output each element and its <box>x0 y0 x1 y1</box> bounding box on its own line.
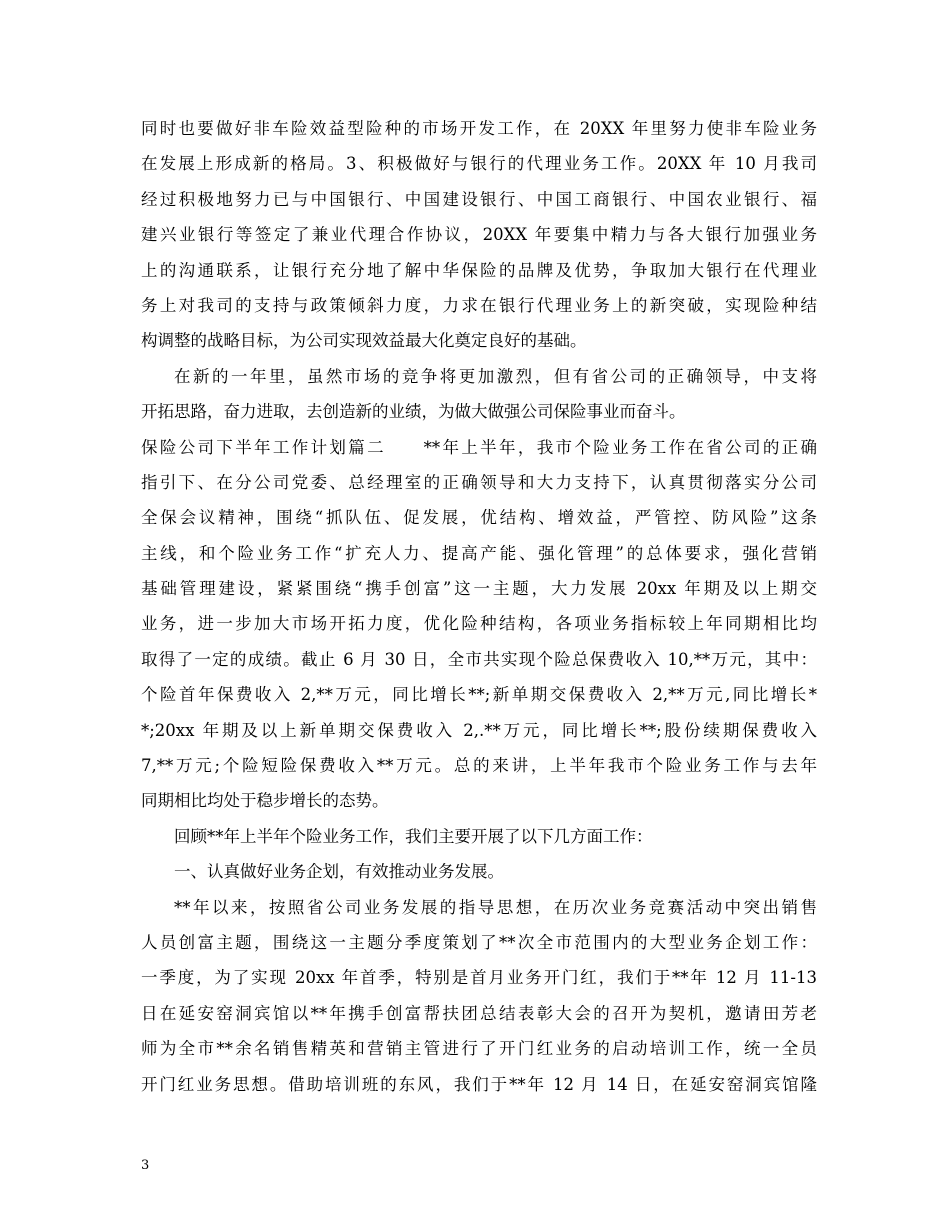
text-line: 全保会议精神，围绕“抓队伍、促发展，优结构、增效益，严管控、防风险”这条 <box>141 508 817 528</box>
text-line: 日在延安窑洞宾馆以**年携手创富帮扶团总结表彰大会的召开为契机，邀请田芳老 <box>141 1003 817 1023</box>
text-line: 上的沟通联系，让银行充分地了解中华保险的品牌及优势，争取加大银行在代理业 <box>141 260 817 280</box>
text-line: 建兴业银行等签定了兼业代理合作协议，20XX 年要集中精力与各大银行加强业务 <box>141 225 817 245</box>
text-line: 基础管理建设，紧紧围绕“携手创富”这一主题，大力发展 20xx 年期及以上期交 <box>141 579 817 599</box>
text-line: **年以来，按照省公司业务发展的指导思想，在历次业务竞赛活动中突出销售 <box>174 897 817 917</box>
text-line: 务上对我司的支持与政策倾斜力度，力求在银行代理业务上的新突破，实现险种结 <box>141 295 817 315</box>
text-line: 7,**万元;个险短险保费收入**万元。总的来讲，上半年我市个险业务工作与去年 <box>141 756 817 776</box>
text-line: 开门红业务思想。借助培训班的东风，我们于**年 12 月 14 日，在延安窑洞宾馆隆 <box>141 1074 817 1094</box>
text-line: 同期相比均处于稳步增长的态势。 <box>141 791 389 811</box>
document-body <box>141 111 817 1102</box>
text-line: 师为全市**余名销售精英和营销主管进行了开门红业务的启动培训工作，统一全员 <box>141 1039 817 1059</box>
text-line: 业务，进一步加大市场开拓力度，优化险种结构，各项业务指标较上年同期相比均 <box>141 614 817 634</box>
text-line: 主线，和个险业务工作“扩充人力、提高产能、强化管理”的总体要求，强化营销 <box>141 543 817 563</box>
text-line: 回顾**年上半年个险业务工作，我们主要开展了以下几方面工作： <box>174 826 653 846</box>
text-line: 个险首年保费收入 2,**万元，同比增长**;新单期交保费收入 2,**万元,同比增长* <box>141 685 817 705</box>
text-line: 人员创富主题，围绕这一主题分季度策划了**次全市范围内的大型业务企划工作： <box>141 932 817 952</box>
text-line: 构调整的战略目标，为公司实现效益最大化奠定良好的基础。 <box>141 331 587 351</box>
text-line: 开拓思路，奋力进取，去创造新的业绩，为做大做强公司保险事业而奋斗。 <box>141 402 686 422</box>
text-line: 在新的一年里，虽然市场的竞争将更加激烈，但有省公司的正确领导，中支将 <box>174 366 817 386</box>
text-line: 取得了一定的成绩。截止 6 月 30 日，全市共实现个险总保费收入 10,**万元，其中： <box>141 649 817 669</box>
text-line: *;20xx 年期及以上新单期交保费收入 2,.**万元，同比增长**;股份续期保费收入 <box>141 720 817 740</box>
text-line: 经过积极地努力已与中国银行、中国建设银行、中国工商银行、中国农业银行、福 <box>141 189 817 209</box>
page-number: 3 <box>141 1158 150 1173</box>
text-line: 一、认真做好业务企划，有效推动业务发展。 <box>174 862 504 882</box>
text-line: 一季度，为了实现 20xx 年首季，特别是首月业务开门红，我们于**年 12 月 11-13 <box>141 968 817 988</box>
text-line: 指引下、在分公司党委、总经理室的正确领导和大力支持下，认真贯彻落实分公司 <box>141 472 817 492</box>
text-line: 保险公司下半年工作计划篇二 **年上半年，我市个险业务工作在省公司的正确 <box>141 437 817 457</box>
text-line: 同时也要做好非车险效益型险种的市场开发工作，在 20XX 年里努力使非车险业务 <box>141 119 817 138</box>
text-line: 在发展上形成新的格局。3、积极做好与银行的代理业务工作。20XX 年 10 月我司 <box>141 154 817 174</box>
